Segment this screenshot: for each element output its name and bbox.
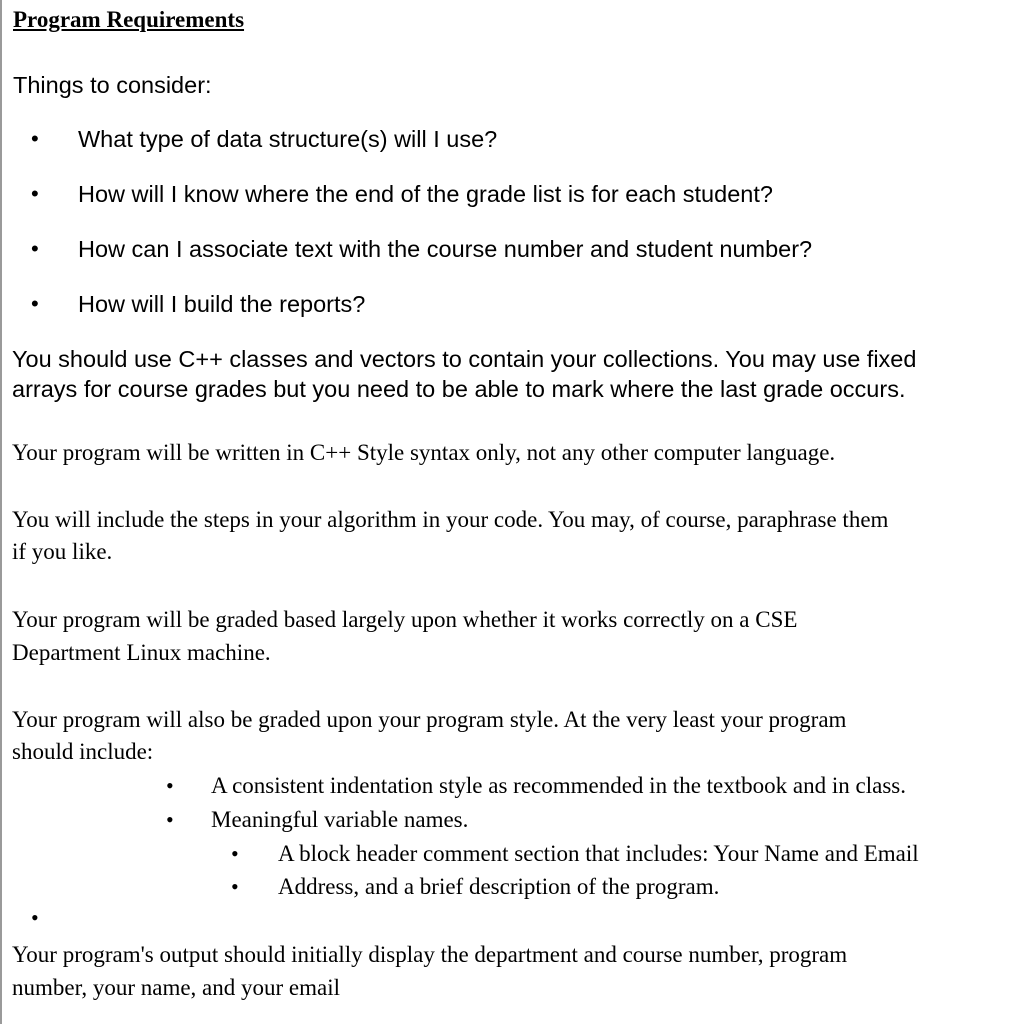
intro-text: Things to consider:	[13, 72, 212, 98]
bullet: •	[231, 874, 239, 899]
style-subitem: A block header comment section that includes: Your Name and Email	[278, 841, 919, 866]
classes-paragraph-line: arrays for course grades but you need to be able to mark where the last grade occurs.	[12, 376, 906, 402]
bullet: •	[31, 236, 39, 261]
graded-paragraph-line: Your program will be graded based largely upon whether it works correctly on a CSE	[12, 607, 798, 632]
style-paragraph-line: Your program will also be graded upon your program style. At the very least your program	[12, 707, 847, 732]
style-item: Meaningful variable names.	[211, 807, 469, 832]
bullet: •	[166, 807, 174, 832]
empty-bullet: •	[31, 905, 39, 930]
left-border	[0, 0, 2, 1024]
bullet: •	[31, 291, 39, 316]
syntax-paragraph: Your program will be written in C++ Style syntax only, not any other computer language.	[12, 440, 836, 465]
question-item: How will I know where the end of the grade list is for each student?	[78, 181, 773, 207]
style-subitem: Address, and a brief description of the program.	[278, 874, 720, 899]
steps-paragraph-line: if you like.	[12, 539, 113, 564]
output-paragraph-line: Your program's output should initially display the department and course number, program	[12, 942, 848, 967]
style-paragraph-line: should include:	[12, 739, 154, 764]
classes-paragraph-line: You should use C++ classes and vectors to contain your collections. You may use fixed	[12, 346, 917, 372]
question-item: How will I build the reports?	[78, 291, 366, 317]
steps-paragraph-line: You will include the steps in your algorithm in your code. You may, of course, paraphrase them	[12, 507, 889, 532]
page-title: Program Requirements	[13, 7, 245, 32]
bullet: •	[31, 126, 39, 151]
question-item: What type of data structure(s) will I use?	[78, 126, 498, 152]
bullet: •	[31, 181, 39, 206]
bullet: •	[231, 841, 239, 866]
question-item: How can I associate text with the course number and student number?	[78, 236, 813, 262]
bullet: •	[166, 773, 174, 798]
graded-paragraph-line: Department Linux machine.	[12, 640, 271, 665]
style-item: A consistent indentation style as recommended in the textbook and in class.	[211, 773, 906, 798]
output-paragraph-line: number, your name, and your email	[12, 975, 341, 1000]
